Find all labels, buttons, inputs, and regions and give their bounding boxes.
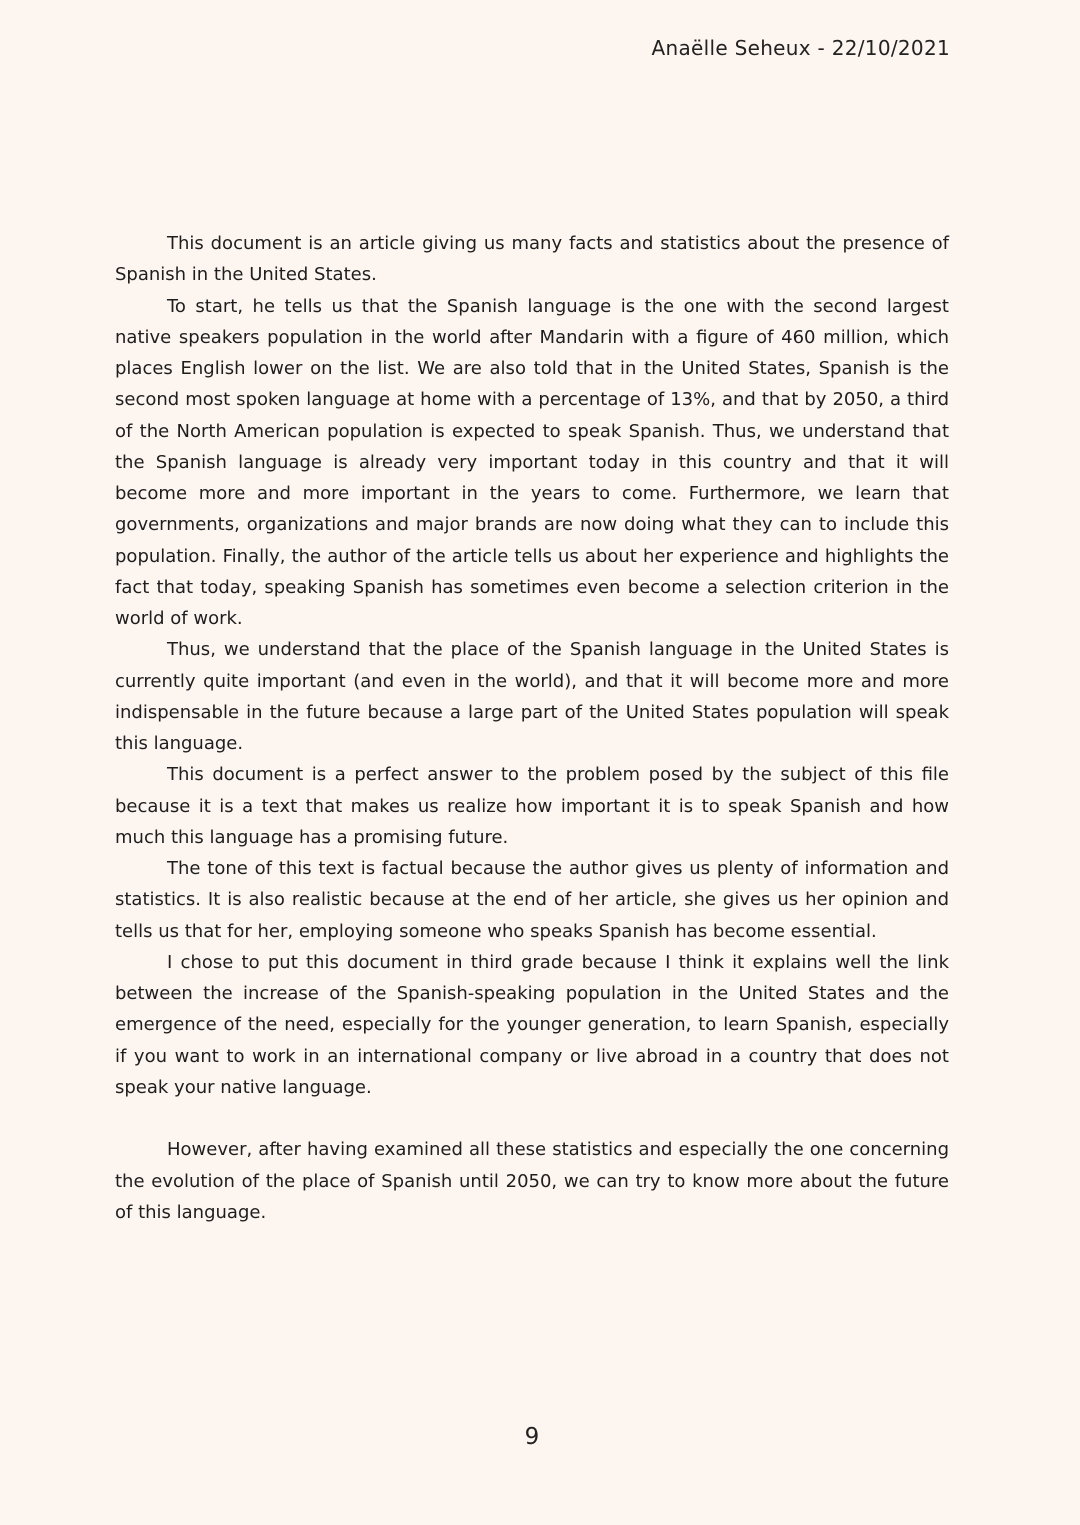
paragraph-spacer <box>115 1103 949 1134</box>
page-number: 9 <box>524 1424 540 1450</box>
paragraph-analysis: Thus, we understand that the place of the Spanish language in the United States is currently quite important (and even in the world), and that it will become more and more indispensable in the future because a large part of the United States population will speak this language. <box>115 639 949 754</box>
paragraph-tone: The tone of this text is factual because the author gives us plenty of information and statistics. It is also realistic because at the end of her article, she gives us her opinion and tells us that for her, employing someone who speaks Spanish has become essential. <box>115 858 949 942</box>
author-date-header: Anaëlle Seheux - 22/10/2021 <box>651 36 950 60</box>
document-body <box>115 228 949 1228</box>
paragraph-intro: This document is an article giving us many facts and statistics about the presence of Spanish in the United States. <box>115 233 949 286</box>
paragraph-choice: I chose to put this document in third grade because I think it explains well the link between the increase of the Spanish-speaking population in the United States and the emergence of the need, especially for the younger generation, to learn Spanish, especially if you want to work in an international company or live abroad in a country that does not speak your native language. <box>115 951 949 1098</box>
paragraph-conclusion: However, after having examined all these statistics and especially the one concerning the evolution of the place of Spanish until 2050, we can try to know more about the future of this language. <box>115 1139 949 1223</box>
paragraph-summary: To start, he tells us that the Spanish language is the one with the second largest native speakers population in the world after Mandarin with a figure of 460 million, which places English lower on the list. We are also told that in the United States, Spanish is the second most spoken language at home with a percentage of 13%, and that by 2050, a third of the North American population is expected to speak Spanish. Thus, we understand that the Spanish language is already very important today in this country and that it will become more and more important in the years to come. Furthermore, we learn that governments, organizations and major brands are now doing what they can to include this population. Finally, the author of the article tells us about her experience and highlights the fact that today, speaking Spanish has sometimes even become a selection criterion in the world of work. <box>115 295 949 629</box>
paragraph-answer: This document is a perfect answer to the problem posed by the subject of this file because it is a text that makes us realize how important it is to speak Spanish and how much this language has a promising future. <box>115 764 949 848</box>
